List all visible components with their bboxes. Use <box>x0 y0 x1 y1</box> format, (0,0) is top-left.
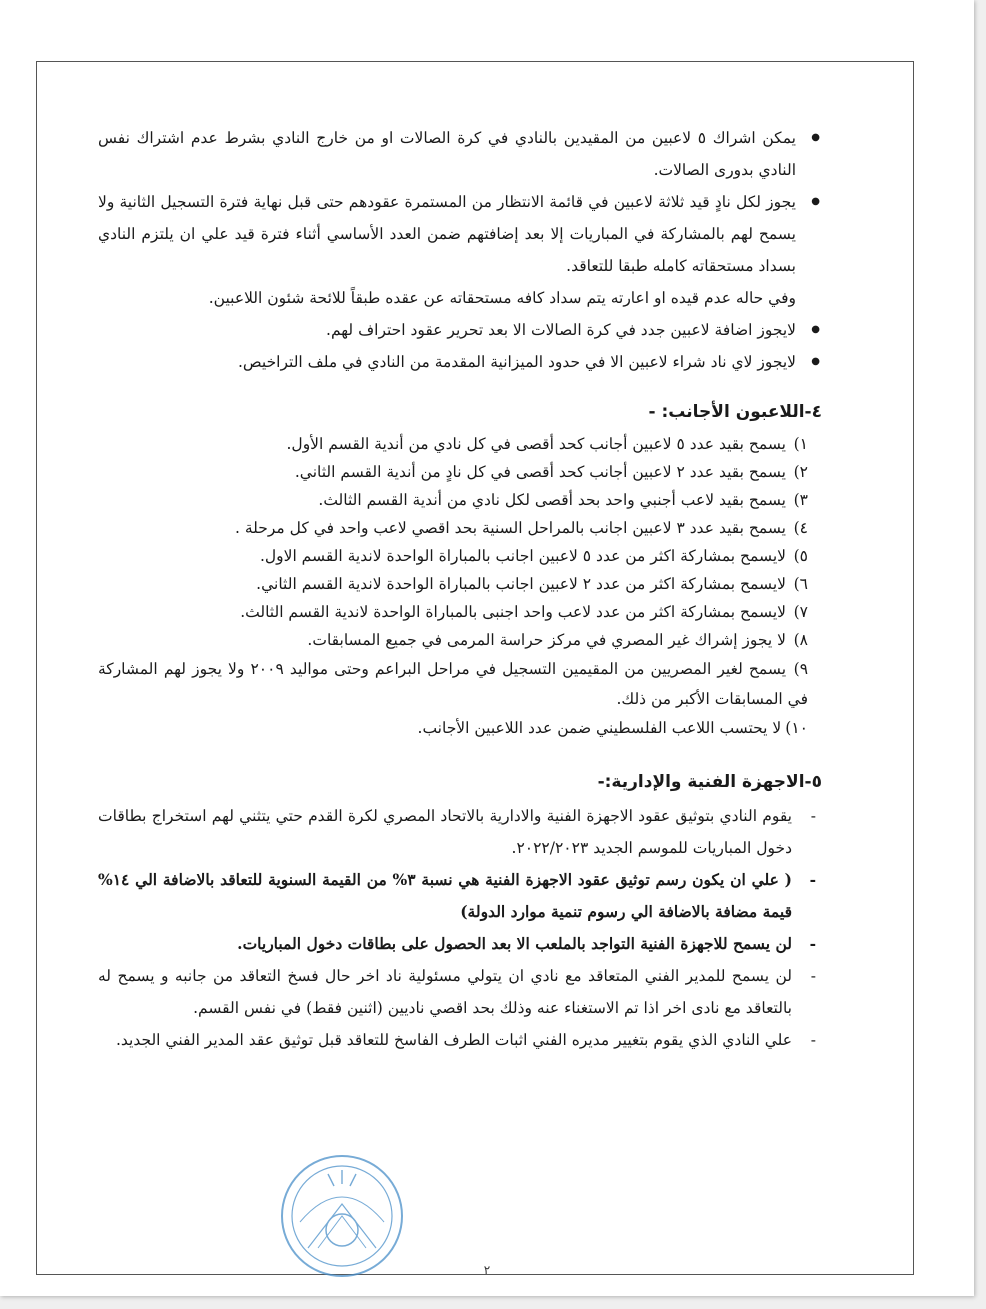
list-item <box>98 714 826 742</box>
item-text: لا يجوز إشراك غير المصري في مركز حراسة المرمى في جميع المسابقات. <box>307 631 786 649</box>
dash-item-stadium-access: - لن يسمح للاجهزة الفنية التواجد بالملعب الا بعد الحصول على بطاقات دخول المباريات. <box>98 928 826 960</box>
list-item <box>98 486 826 514</box>
section-heading-foreign-players: ٤-اللاعبون الأجانب: - <box>648 402 822 422</box>
dash-item-coach-change: - علي النادي الذي يقوم بتغيير مديره الفني اثبات الطرف الفاسخ للتعاقد قبل توثيق عقد المدير الفني الجديد. <box>98 1024 826 1056</box>
item-number: ١٠) <box>785 719 808 737</box>
list-item <box>98 430 826 458</box>
list-item <box>98 598 826 626</box>
dash-item-fees: - ( علي ان يكون رسم توثيق عقود الاجهزة الفنية هي نسبة ٣% من القيمة السنوية للتعاقد بالاضافة الي ١٤% قيمة مضافة بالاضافة الي رسوم تنمية موارد الدولة) <box>98 864 826 928</box>
list-item <box>98 570 826 598</box>
item-text: يسمح بقيد عدد ٢ لاعبين أجانب كحد أقصى في كل نادٍ من أندية القسم الثاني. <box>294 463 786 481</box>
item-text: لايسمح بمشاركة اكثر من عدد لاعب واحد اجنبى بالمباراة الواحدة لاندية القسم الثالث. <box>240 603 786 621</box>
page-number: ٢ <box>483 1263 491 1277</box>
item-text: يسمح بقيد عدد ٣ لاعبين اجانب بالمراحل السنية بحد اقصي لاعب واحد في كل مرحلة . <box>234 519 786 537</box>
item-number: ٧) <box>793 603 808 621</box>
bullet-budget: ● لايجوز لاي ناد شراء لاعبين الا في حدود الميزانية المقدمة من النادي في ملف التراخيص. <box>98 346 826 378</box>
item-text: لايسمح بمشاركة اكثر من عدد ٥ لاعبين اجانب بالمباراة الواحدة لاندية القسم الاول. <box>259 547 786 565</box>
document-body <box>98 122 826 1056</box>
dash-item-coach-transfer: - لن يسمح للمدير الفني المتعاقد مع نادي ان يتولي مسئولية ناد اخر حال فسخ التعاقد من جانبه و يسمح له بالتعاقد مع نادى اخر اذا تم الاستغناء عنه وذلك بحد اقصي ناديين (اثنين فقط) في نفس القسم. <box>98 960 826 1024</box>
item-number: ٣) <box>793 491 808 509</box>
official-stamp-icon <box>278 1152 406 1280</box>
list-item <box>98 542 826 570</box>
item-text: يسمح بقيد لاعب أجنبي واحد بحد أقصى لكل نادي من أندية القسم الثالث. <box>318 491 786 509</box>
section-heading-technical-staff: ٥-الاجهزة الفنية والإدارية:- <box>597 772 822 792</box>
item-text: لا يحتسب اللاعب الفلسطيني ضمن عدد اللاعبين الأجانب. <box>417 719 782 737</box>
bullet-waiting-list: ● يجوز لكل نادٍ قيد ثلاثة لاعبين في قائمة الانتظار من المستمرة عقودهم حتى قبل نهاية فترة التسجيل الثانية ولا يسمح لهم بالمشاركة في المباريات إلا بعد إضافتهم ضمن العدد الأساسي أثناء فترة قيد علي ان يلتزم النادي بسداد مستحقاته كامله طبقا للتعاقد. <box>98 186 826 282</box>
item-number: ٩) <box>793 660 809 678</box>
item-number: ٢) <box>793 463 808 481</box>
item-text: يسمح لغير المصريين من المقيمين التسجيل في مراحل البراعم وحتى مواليد ٢٠٠٩ ولا يجوز لهم المشاركة في المسابقات الأكبر من ذلك. <box>98 660 808 708</box>
item-number: ٦) <box>793 575 808 593</box>
item-number: ٤) <box>793 519 808 537</box>
item-text: لايسمح بمشاركة اكثر من عدد ٢ لاعبين اجانب بالمباراة الواحدة لاندية القسم الثاني. <box>256 575 786 593</box>
list-item <box>98 458 826 486</box>
continuation-text: وفي حاله عدم قيده او اعارته يتم سداد كافه مستحقاته عن عقده طبقاً للائحة شئون اللاعبين. <box>208 289 796 307</box>
list-item <box>98 626 826 654</box>
dash-item-contracts: - يقوم النادي بتوثيق عقود الاجهزة الفنية والادارية بالاتحاد المصري لكرة القدم حتي يتثني لهم استخراج بطاقات دخول المباريات للموسم الجديد ٢٠٢٢/٢٠٢٣. <box>98 800 826 864</box>
item-number: ٥) <box>793 547 808 565</box>
bullet-futsal-contracts: ● لايجوز اضافة لاعبين جدد في كرة الصالات الا بعد تحرير عقود احتراف لهم. <box>98 314 826 346</box>
item-text: يسمح بقيد عدد ٥ لاعبين أجانب كحد أقصى في كل نادي من أندية القسم الأول. <box>286 435 786 453</box>
bullet-futsal-players: ● يمكن اشراك ٥ لاعبين من المقيدين بالنادي في كرة الصالات او من خارج النادي بشرط عدم اشتراك نفس النادي بدورى الصالات. <box>98 122 826 186</box>
list-item <box>98 514 826 542</box>
list-item <box>98 654 826 714</box>
item-number: ٨) <box>793 631 808 649</box>
item-number: ١) <box>793 435 808 453</box>
